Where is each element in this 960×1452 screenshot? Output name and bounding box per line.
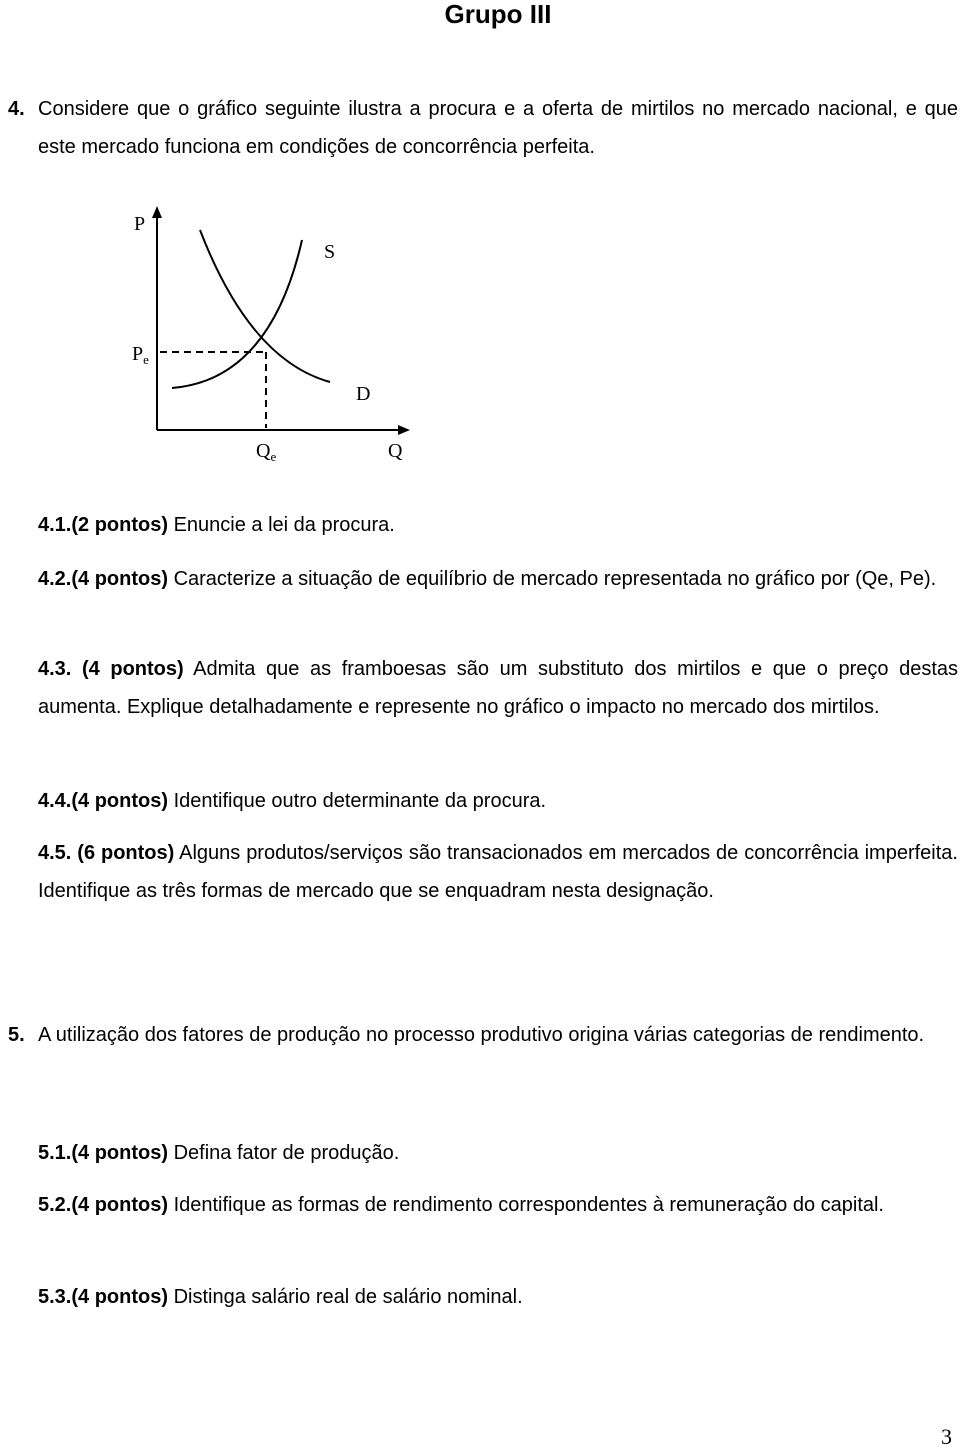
pe-label-sub: e [143, 352, 149, 367]
qe-label-sub: e [270, 449, 277, 464]
question-points: (4 pontos) [71, 1194, 169, 1216]
question-number: 5.1. [38, 1142, 72, 1164]
quantity-axis-label: Q [388, 440, 403, 462]
question-5-1 [38, 1134, 958, 1172]
question-4 [8, 90, 958, 166]
page-number: 3 [941, 1424, 952, 1449]
question-4-3 [38, 650, 958, 726]
question-4-5 [38, 834, 958, 910]
demand-curve [200, 230, 330, 382]
question-5 [8, 1016, 958, 1054]
question-points: (4 pontos) [71, 568, 169, 590]
question-number: 4.1. [38, 514, 72, 536]
question-number: 4.2. [38, 568, 72, 590]
question-5-2 [38, 1186, 958, 1224]
question-points: (2 pontos) [71, 514, 169, 536]
question-text: Admita que as framboesas são um substituto dos mirtilos e que o preço destas aumenta. Explique detalhadamente e represente no gráfico o impacto no mercado dos mirtilos. [38, 658, 959, 718]
question-number: 4.4. [38, 790, 72, 812]
question-text: Identifique as formas de rendimento correspondentes à remuneração do capital. [168, 1194, 884, 1216]
quantity-axis-arrow [398, 425, 410, 435]
question-text: Alguns produtos/serviços são transacionados em mercados de concorrência imperfeita. Identifique as três formas de mercado que se enquadram nesta designação. [38, 842, 958, 902]
question-text: Identifique outro determinante da procura. [168, 790, 547, 812]
price-axis-label: P [134, 213, 146, 235]
price-axis-arrow [152, 206, 162, 218]
question-text: Caracterize a situação de equilíbrio de mercado representada no gráfico por (Qe, Pe). [168, 568, 937, 590]
supply-demand-graph [120, 200, 440, 470]
pe-label [132, 343, 149, 367]
question-points: (4 pontos) [81, 658, 184, 680]
question-number: 5. [8, 1024, 25, 1046]
question-number: 5.3. [38, 1286, 72, 1308]
demand-label: D [356, 383, 371, 405]
question-text: Enuncie a lei da procura. [168, 514, 395, 536]
question-number: 4.3. [38, 658, 72, 680]
question-text: A utilização dos fatores de produção no processo produtivo origina várias categorias de rendimento. [38, 1024, 925, 1046]
supply-label: S [324, 241, 336, 263]
question-4-1 [38, 506, 958, 544]
question-points: (6 pontos) [77, 842, 175, 864]
question-text: Distinga salário real de salário nominal. [168, 1286, 523, 1308]
question-number: 4. [8, 98, 25, 120]
qe-label [256, 440, 276, 464]
question-5-3 [38, 1278, 958, 1316]
question-number: 4.5. [38, 842, 72, 864]
question-4-4 [38, 782, 958, 820]
pe-label-main: P [132, 343, 144, 365]
question-points: (4 pontos) [71, 790, 169, 812]
supply-curve [172, 240, 302, 388]
question-4-2 [38, 560, 958, 598]
question-points: (4 pontos) [71, 1286, 169, 1308]
qe-label-main: Q [256, 440, 271, 462]
question-text: Considere que o gráfico seguinte ilustra a procura e a oferta de mirtilos no mercado nacional, e que este mercado funciona em condições de concorrência perfeita. [38, 98, 958, 158]
question-points: (4 pontos) [71, 1142, 169, 1164]
question-text: Defina fator de produção. [168, 1142, 400, 1164]
question-number: 5.2. [38, 1194, 72, 1216]
page-title: Grupo III [444, 0, 552, 29]
